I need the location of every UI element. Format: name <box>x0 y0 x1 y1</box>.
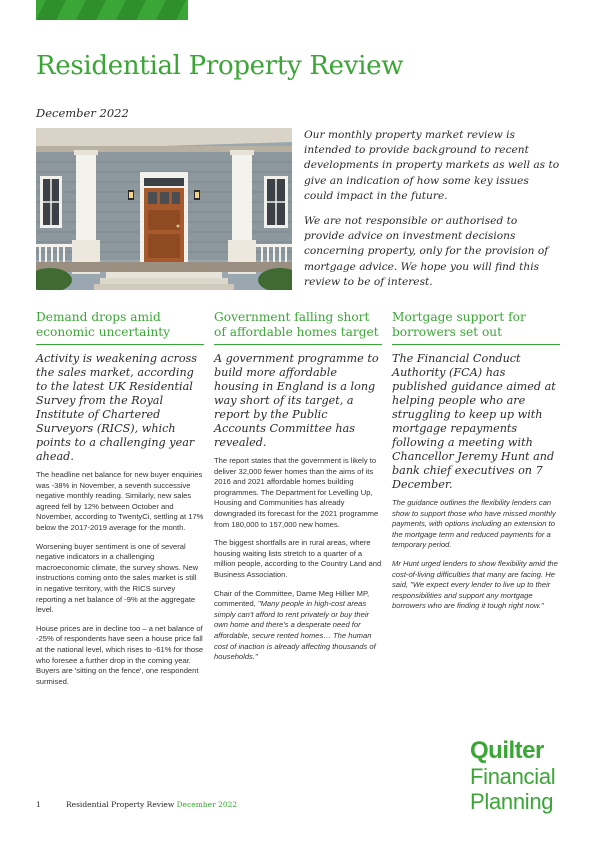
article-paragraph: The report states that the government is likely to deliver 32,000 fewer homes than the aims of its 2016 and 2021 affordable homes building programmes. The Department for Levelling Up, Housing and Communities has already downgraded its forecast for the 2021 programme from 180,000 to 157,000 new homes. <box>214 456 379 529</box>
intro-paragraph: We are not responsible or authorised to provide advice on investment decisions concerning property, only for the provision of mortgage advice. We hope you will find this review to be of interest. <box>304 215 549 288</box>
article-heading: Demand drops amid economic uncertainty <box>36 310 170 339</box>
article-heading: Government falling short of affordable homes target <box>214 310 379 339</box>
decorative-top-bar <box>36 0 188 20</box>
article-paragraph: The biggest shortfalls are in rural areas, where housing waiting lists stretch to a quarter of a million people, according to the Country Land and Business Association. <box>214 538 382 579</box>
article-affordable-homes <box>214 310 382 671</box>
logo-line: Financial <box>470 764 556 789</box>
article-paragraph: House prices are in decline too – a net balance of -25% of respondents have seen a house price fall at the national level, which rises to -61% for those who foresee a further drop in the coming year. Buyers are 'sitting on the fence', one respondent surmised. <box>36 623 204 686</box>
footer-title: Residential Property Review <box>66 800 175 809</box>
divider <box>392 344 560 345</box>
house-porch-photo <box>36 128 292 290</box>
footer-date: December 2022 <box>176 800 238 809</box>
logo-line: Quilter <box>470 737 544 764</box>
intro-text <box>304 128 560 300</box>
divider <box>36 344 204 345</box>
page-footer <box>36 800 237 809</box>
page-number: 1 <box>36 800 41 809</box>
article-lead: Activity is weakening across the sales market, according to the latest UK Residential Survey from the Royal Institute of Chartered Surveyors (RICS), which points to a challenging year ahead. <box>36 352 198 463</box>
article-paragraph: Mr Hunt urged lenders to show flexibility amid the cost-of-living difficulties that many are facing. He said, "We expect every lender to live up to their responsibilities and support any mortgage borrowers who are finding it tough right now." <box>392 558 558 611</box>
quilter-logo <box>470 738 555 814</box>
issue-date: December 2022 <box>36 106 129 120</box>
quote-intro: Chair of the Committee, Dame Meg Hillier MP, commented, <box>214 588 370 609</box>
article-quote-paragraph <box>214 589 382 663</box>
logo-line: Planning <box>470 789 554 814</box>
article-demand-drops <box>36 310 204 695</box>
article-paragraph: Worsening buyer sentiment is one of several negative indicators in a challenging macroeconomic climate, the survey shows. New instructions coming onto the sales market is still in negative territory, with the RICS survey reporting a net balance of -9% at the aggregate level. <box>36 541 199 615</box>
divider <box>214 344 382 345</box>
article-heading: Mortgage support for borrowers set out <box>392 310 526 339</box>
intro-paragraph: Our monthly property market review is intended to provide background to recent developments in property markets as well as to give an indication of how some key issues could impact in the future. <box>304 129 560 202</box>
page-title: Residential Property Review <box>36 51 404 81</box>
article-lead: The Financial Conduct Authority (FCA) has published guidance aimed at helping people who are struggling to keep up with mortgage repayments following a meeting with Chancellor Jeremy Hunt and bank chief executives on 7 December. <box>392 352 556 491</box>
quote-text: "Many people in high-cost areas simply can't afford to rent privately or buy their own home and there's a desperate need for affordable, secure rented homes… The human cost of inaction is already affecting thousands of households." <box>214 599 376 662</box>
article-paragraph: The headline net balance for new buyer enquiries was -38% in November, a seventh successive negative monthly reading. Similarly, new sales agreed fell by 12% between October and November, according to TwentyCi, settling at 17% below the 2017-2019 average for the month. <box>36 470 204 532</box>
article-mortgage-support <box>392 310 560 620</box>
article-paragraph: The guidance outlines the flexibility lenders can show to support those who have missed monthly payments, with options including an extension to the mortgage term and reduced payments for a temporary period. <box>392 498 556 550</box>
article-lead: A government programme to build more affordable housing in England is a long way short of its target, a report by the Public Accounts Committee has revealed. <box>214 352 379 449</box>
